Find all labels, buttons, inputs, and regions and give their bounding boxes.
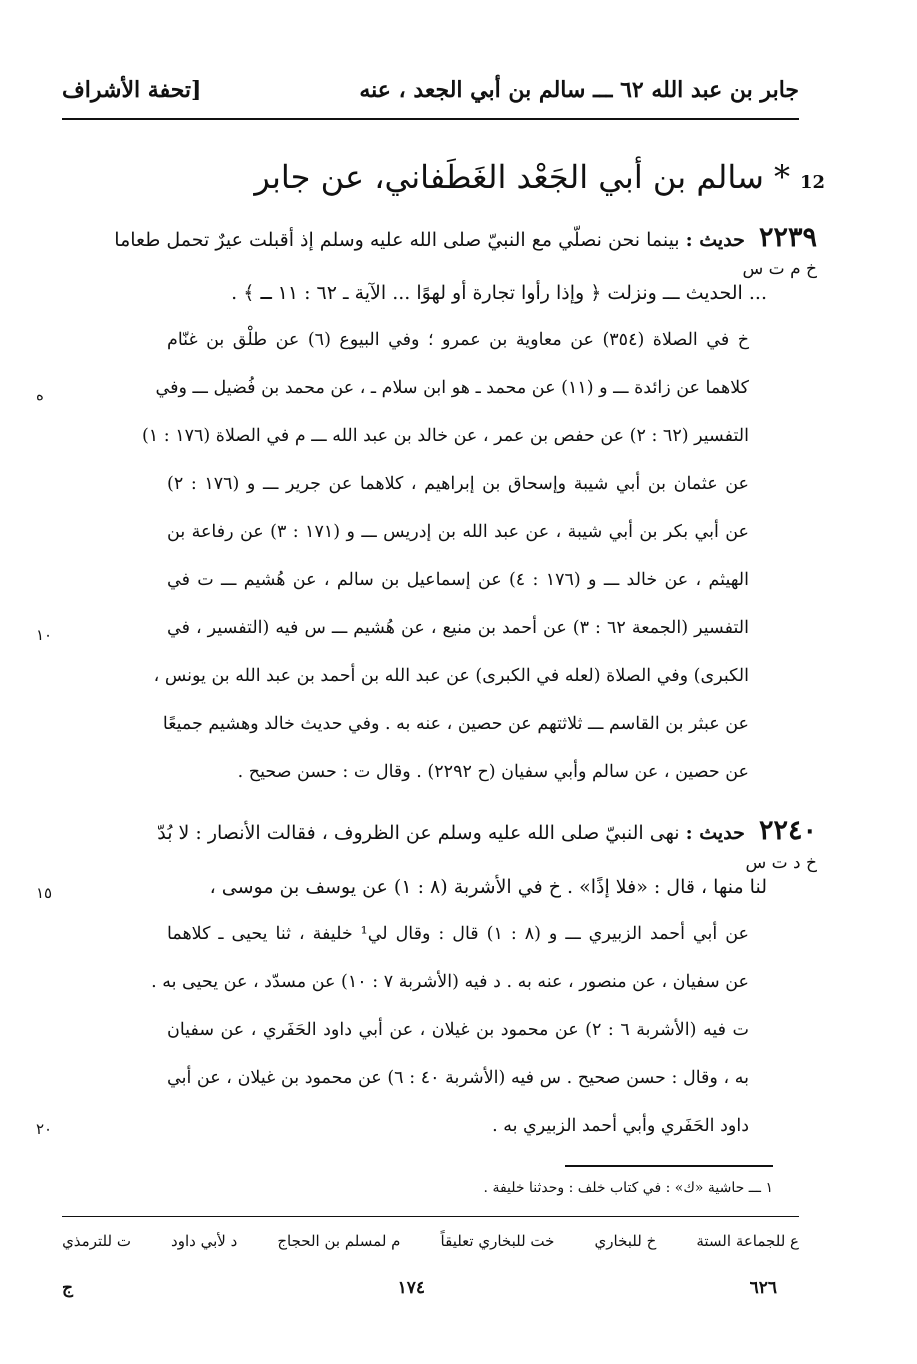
section-star: * bbox=[773, 158, 790, 196]
hadith-2240-second-line: لنا منها ، قال : «فلا إذًا» . خ في الأشربة (٨ : ١) عن يوسف بن موسى ، bbox=[209, 876, 767, 898]
hadith-2239-second-line: ... الحديث ـــ ونزلت ﴿ وإذا رأوا تجارة أو لهوًا ... الآية ـ ٦٢ : ١١ ـ ﴾ . bbox=[231, 282, 767, 304]
hadith-2240-first-line bbox=[82, 815, 817, 846]
volume-mark: ج bbox=[62, 1278, 73, 1298]
key-item: ت للترمذي bbox=[62, 1232, 131, 1250]
hadith-2240-sigla: خ د ت س bbox=[745, 853, 817, 873]
key-item: خت للبخاري تعليقاً bbox=[440, 1232, 555, 1250]
body-line: عن سفيان ، عن منصور ، عنه به . د فيه (الأشربة ٧ : ١٠) عن مسدّد ، عن يحيى به . bbox=[151, 972, 749, 992]
body-line: التفسير (٦٢ : ٢) عن حفص بن عمر ، عن خالد بن عبد الله ـــ م في الصلاة (١٧٦ : ١) bbox=[141, 426, 749, 446]
page-number: ١٧٤ bbox=[397, 1278, 425, 1298]
section-title: سالم بن أبي الجَعْد الغَطَفاني، عن جابر bbox=[254, 158, 764, 196]
body-line: عن أبي بكر بن أبي شيبة ، عن عبد الله بن إدريس ـــ و (١٧١ : ٣) عن رفاعة بن bbox=[167, 522, 749, 542]
line-number-mark: ٢٠ bbox=[36, 1120, 53, 1138]
key-rule bbox=[62, 1216, 799, 1217]
hadith-number: ٢٢٤٠ bbox=[758, 815, 817, 846]
hadith-text: بينما نحن نصلّي مع النبيّ صلى الله عليه وسلم إذ أقبلت عيرٌ تحمل طعاما bbox=[114, 229, 680, 251]
body-line: به ، وقال : حسن صحيح . س فيه (الأشربة ٤٠ : ٦) عن محمود بن غيلان ، عن أبي bbox=[167, 1068, 749, 1088]
header-rule bbox=[62, 118, 799, 120]
body-line: عن عثمان بن أبي شيبة وإسحاق بن إبراهيم ، كلاهما عن جرير ـــ و (١٧٦ : ٢) bbox=[167, 474, 749, 494]
section-number: 12 bbox=[799, 172, 825, 193]
body-line: التفسير (الجمعة ٦٢ : ٣) عن أحمد بن منيع ، عن هُشيم ـــ س فيه (التفسير ، في bbox=[167, 618, 749, 638]
abbreviation-key bbox=[62, 1232, 799, 1250]
body-line: عن حصين ، عن سالم وأبي سفيان (ح ٢٢٩٢) . وقال ت : حسن صحيح . bbox=[237, 762, 749, 782]
line-number-mark: ه bbox=[36, 386, 44, 404]
line-number-mark: ١٥ bbox=[36, 884, 53, 902]
body-line: كلاهما عن زائدة ـــ و (١١) عن محمد ـ هو ابن سلام ـ ، عن محمد بن فُضيل ـــ وفي bbox=[155, 378, 749, 398]
line-number-mark: ١٠ bbox=[36, 626, 53, 644]
hadith-text: نهى النبيّ صلى الله عليه وسلم عن الظروف ، فقالت الأنصار : لا بُدّ bbox=[157, 822, 680, 844]
body-line: الكبرى) وفي الصلاة (لعله في الكبرى) عن عبد الله بن أحمد بن عبد الله بن يونس ، bbox=[153, 666, 749, 686]
hadith-number: ٢٢٣٩ bbox=[758, 222, 817, 253]
key-item: د لأبي داود bbox=[171, 1232, 238, 1250]
body-line: الهيثم ، عن خالد ـــ و (١٧٦ : ٤) عن إسماعيل بن سالم ، عن هُشيم ـــ ت في bbox=[167, 570, 749, 590]
hadith-2239-sigla: خ م ت س bbox=[742, 259, 817, 279]
body-line: ت فيه (الأشربة ٦ : ٢) عن محمود بن غيلان ، عن أبي داود الحَفَري ، عن سفيان bbox=[167, 1020, 749, 1040]
book-title: [تحفة الأشراف bbox=[62, 77, 202, 103]
running-title: جابر بن عبد الله ٦٢ ـــ سالم بن أبي الجعد ، عنه bbox=[359, 77, 799, 103]
footnote: ١ ـــ حاشية «ك» : في كتاب خلف : وحدثنا خليفة . bbox=[483, 1180, 773, 1196]
key-item: م لمسلم بن الحجاج bbox=[277, 1232, 401, 1250]
original-page-number: ٦٢٦ bbox=[749, 1278, 777, 1298]
body-line: خ في الصلاة (٣٥٤) عن معاوية بن عمرو ؛ وفي البيوع (٦) عن طلْق بن غنّام bbox=[167, 330, 749, 350]
hadith-2239-first-line bbox=[82, 222, 817, 253]
section-heading bbox=[105, 158, 825, 196]
hadith-label: حديث : bbox=[685, 229, 745, 251]
body-line: داود الحَفَري وأبي أحمد الزبيري به . bbox=[492, 1116, 749, 1136]
footnote-rule bbox=[565, 1165, 773, 1167]
body-line: عن أبي أحمد الزبيري ـــ و (٨ : ١) قال : وقال لي¹ خليفة ، ثنا يحيى ـ كلاهما bbox=[167, 924, 749, 944]
body-line: عن عبثر بن القاسم ـــ ثلاثتهم عن حصين ، عنه به . وفي حديث خالد وهشيم جميعًا bbox=[162, 714, 749, 734]
hadith-label: حديث : bbox=[685, 822, 745, 844]
key-item: ع للجماعة الستة bbox=[696, 1232, 799, 1250]
key-item: خ للبخاري bbox=[594, 1232, 657, 1250]
page-footer bbox=[62, 1278, 777, 1298]
page-header bbox=[62, 70, 799, 110]
